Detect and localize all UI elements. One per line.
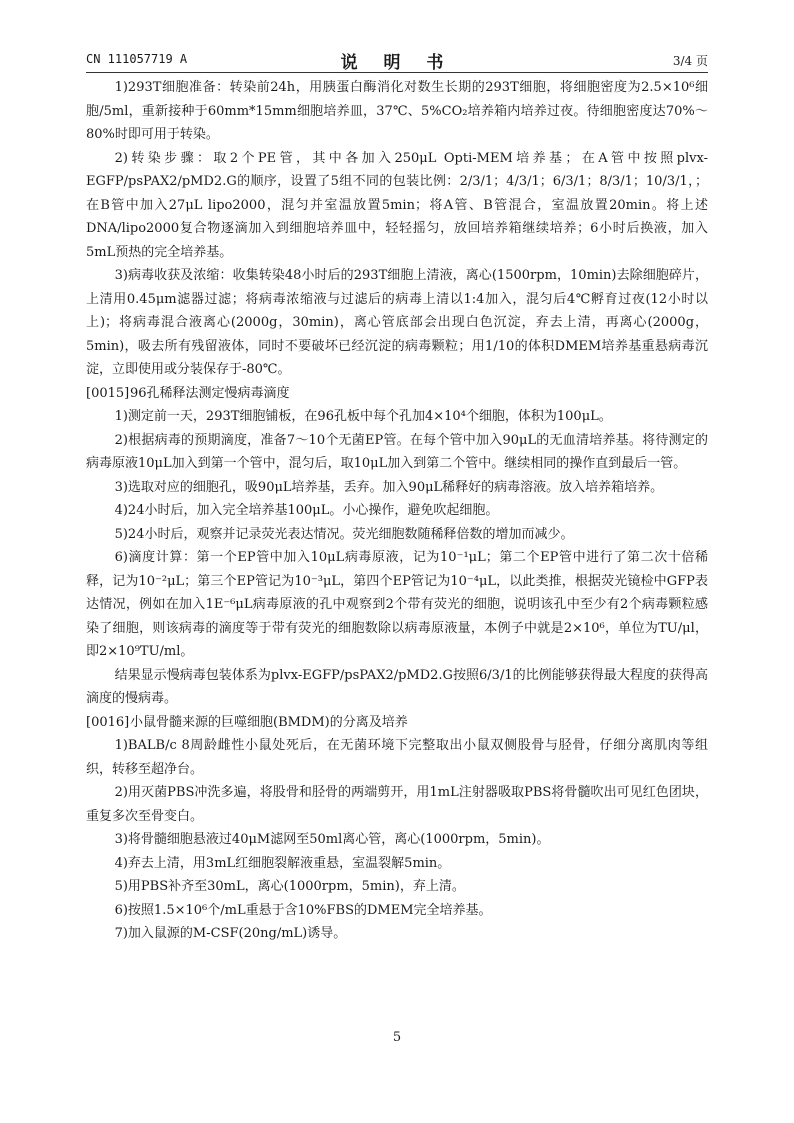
list-item: 6)按照1.5×10⁶个/mL重悬于含10%FBS的DMEM完全培养基。 xyxy=(114,902,492,918)
paragraph-tag: [0015] xyxy=(86,385,130,401)
paragraph: 2)转染步骤：取2个PE管，其中各加入250μL Opti-MEM培养基；在A管中按照plvx-EGFP/psPAX2/pMD2.G的顺序，设置了5组不同的包装比例：2/3/1；4/3/1；6/3/1；8/3/1；10/3/1，；在B管中加入27μL lipo2000，混匀并室温放置5min；将A管、B管混合，室温放置20min。将上述DNA/lipo2000复合物逐滴加入到细胞培养皿中，轻轻摇匀，放回培养箱继续培养；6小时后换液，加入5mL预热的完全培养基。 xyxy=(86,150,708,260)
list-item: 6)滴度计算：第一个EP管中加入10μL病毒原液，记为10⁻¹μL；第二个EP管中进行了第二次十倍稀释，记为10⁻²μL；第三个EP管记为10⁻³μL，第四个EP管记为10⁻⁴μL，以此类推，根据荧光镜检中GFP表达情况，例如在加入1E⁻⁶μL病毒原液的孔中观察到2个带有荧光的细胞，说明该孔中至少有2个病毒颗粒感染了细胞，则该病毒的滴度等于带有荧光的细胞数除以病毒原液量，本例子中就是2×10⁶，单位为TU/μl，即2×10⁹TU/ml。 xyxy=(86,550,708,659)
page-indicator: 3/4 页 xyxy=(672,54,708,68)
result-paragraph: 结果显示慢病毒包装体系为plvx-EGFP/psPAX2/pMD2.G按照6/3/1的比例能够获得最大程度的获得高滴度的慢病毒。 xyxy=(86,667,708,706)
list-item: 1)BALB/c 8周龄雌性小鼠处死后，在无菌环境下完整取出小鼠双侧股骨与胫骨，仔细分离肌肉等组织，转移至超净台。 xyxy=(86,738,708,777)
list-item: 7)加入鼠源的M-CSF(20ng/mL)诱导。 xyxy=(114,926,347,941)
list-item: 2)根据病毒的预期滴度，准备7～10个无菌EP管。在每个管中加入90μL的无血清培养基。将待测定的病毒原液10μL加入到第一个管中，混匀后，取10μL加入到第二个管中。继续相同的操作直到最后一管。 xyxy=(86,432,708,471)
list-item: 3)选取对应的细胞孔，吸90μL培养基，丢弃。加入90μL稀释好的病毒溶液。放入培养箱培养。 xyxy=(114,479,664,495)
document-title: 说 明 书 xyxy=(340,53,454,73)
section-title: 小鼠骨髓来源的巨噬细胞(BMDM)的分离及培养 xyxy=(130,714,408,730)
list-item: 2)用灭菌PBS冲洗多遍，将股骨和胫骨的两端剪开，用1mL注射器吸取PBS将骨髓吹出可见红色团块，重复多次至骨变白。 xyxy=(86,785,708,824)
document-body xyxy=(86,76,708,946)
paragraph: 1)293T细胞准备：转染前24h，用胰蛋白酶消化对数生长期的293T细胞，将细胞密度为2.5×10⁶细胞/5ml，重新接种于60mm*15mm细胞培养皿，37℃、5%CO₂培养箱内培养过夜。待细胞密度达70%～80%时即可用于转染。 xyxy=(86,80,708,142)
list-item: 4)弃去上清，用3mL红细胞裂解液重悬，室温裂解5min。 xyxy=(114,855,451,871)
section-heading-0016 xyxy=(86,711,708,735)
paragraph: 3)病毒收获及浓缩：收集转染48小时后的293T细胞上清液，离心(1500rpm，10min)去除细胞碎片，上清用0.45μm滤器过滤；将病毒浓缩液与过滤后的病毒上清以1:4加入，混匀后4℃孵育过夜(12小时以上)；将病毒混合液离心(2000g，30min)，离心管底部会出现白色沉淀，弃去上清，再离心(2000g，5min)，吸去所有残留液体，同时不要破坏已经沉淀的病毒颗粒；用1/10的体积DMEM培养基重悬病毒沉淀，立即使用或分装保存于-80℃。 xyxy=(86,268,708,377)
patent-number: CN 111057719 A xyxy=(86,52,188,66)
list-item: 1)测定前一天，293T细胞铺板，在96孔板中每个孔加4×10⁴个细胞，体积为100μL。 xyxy=(114,409,612,424)
header-rule xyxy=(86,72,708,73)
paragraph-tag: [0016] xyxy=(86,714,130,730)
section-heading-0015 xyxy=(86,382,708,406)
page-number: 5 xyxy=(392,1030,402,1045)
page-header xyxy=(86,48,708,72)
list-item: 5)24小时后，观察并记录荧光表达情况。荧光细胞数随稀释倍数的增加而减少。 xyxy=(114,526,574,542)
list-item: 4)24小时后，加入完全培养基100μL。小心操作，避免吹起细胞。 xyxy=(114,503,499,518)
list-item: 5)用PBS补齐至30mL，离心(1000rpm，5min)，弃上清。 xyxy=(114,879,465,894)
section-title: 96孔稀释法测定慢病毒滴度 xyxy=(130,385,290,401)
list-item: 3)将骨髓细胞悬液过40μM滤网至50ml离心管，离心(1000rpm，5min)。 xyxy=(114,832,550,847)
